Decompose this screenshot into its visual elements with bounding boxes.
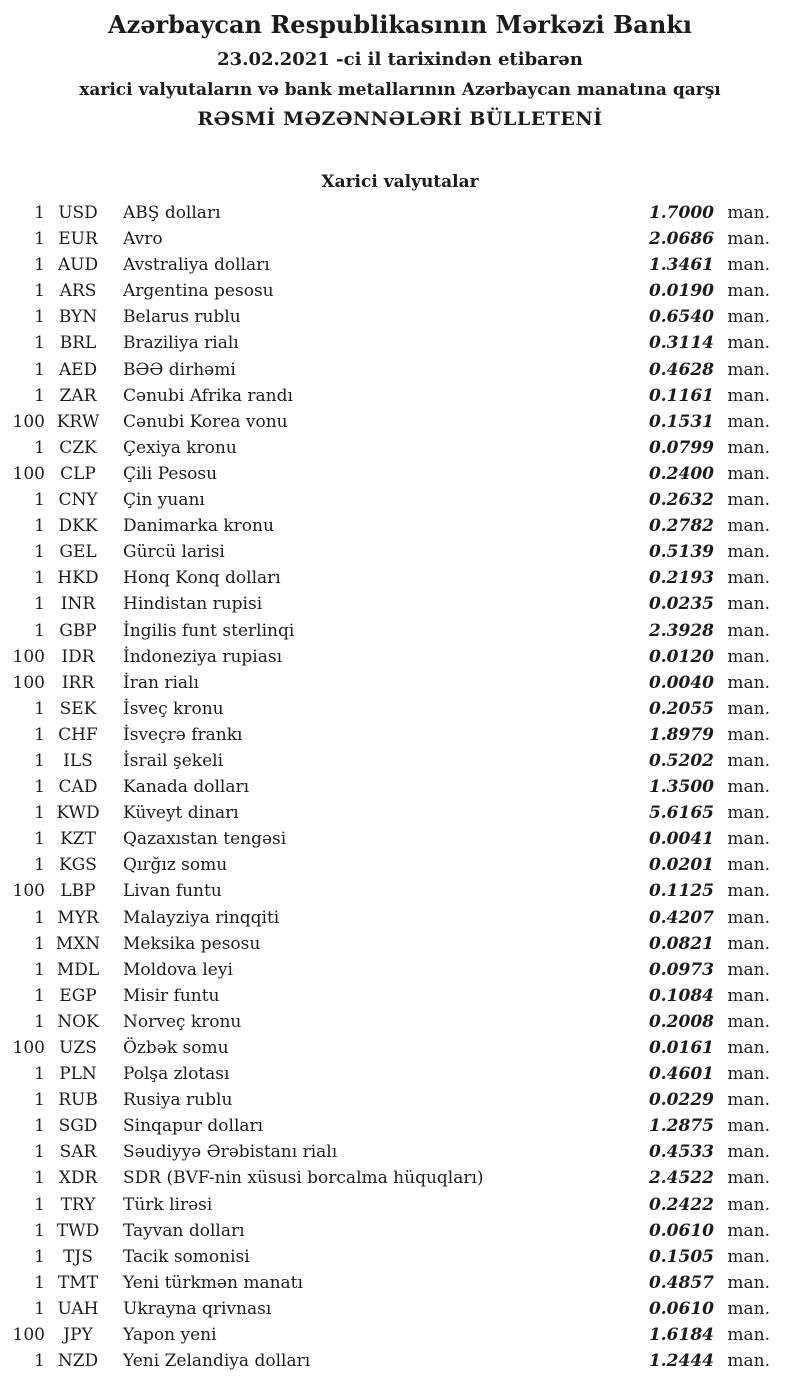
currency-quantity: 1 xyxy=(34,516,45,537)
currency-unit-label: man. xyxy=(727,803,770,824)
currency-unit-label: man. xyxy=(727,1325,770,1346)
currency-unit-label: man. xyxy=(727,959,770,980)
currency-rate: 0.4207 xyxy=(648,907,714,928)
currency-unit-label: man. xyxy=(727,1351,770,1372)
currency-row xyxy=(0,670,770,696)
currency-code: ILS xyxy=(63,750,93,771)
currency-name: Braziliya rialı xyxy=(123,333,239,354)
currency-row xyxy=(0,722,770,748)
currency-unit-label: man. xyxy=(727,463,770,484)
currency-code: UAH xyxy=(57,1298,99,1319)
currency-row xyxy=(0,774,770,800)
currency-name: İsrail şekeli xyxy=(123,750,223,771)
currency-row xyxy=(0,1035,770,1061)
currency-quantity: 1 xyxy=(34,959,45,980)
currency-name: Yapon yeni xyxy=(123,1325,217,1346)
currency-rate: 1.2875 xyxy=(648,1116,714,1137)
bank-name-title: Azərbaycan Respublikasının Mərkəzi Bankı xyxy=(107,10,693,39)
currency-row xyxy=(0,357,770,383)
currency-rate: 0.1084 xyxy=(648,985,714,1006)
currency-rate: 0.1531 xyxy=(648,411,714,432)
currency-row xyxy=(0,252,770,278)
currency-rate: 1.3461 xyxy=(648,255,714,276)
currency-rate: 1.7000 xyxy=(648,203,714,223)
currency-row xyxy=(0,1348,770,1374)
currency-quantity: 1 xyxy=(34,829,45,850)
currency-quantity: 1 xyxy=(34,1011,45,1032)
currency-name: Belarus rublu xyxy=(123,307,241,328)
currency-quantity: 1 xyxy=(34,1116,45,1137)
currency-rate: 2.3928 xyxy=(648,620,714,641)
currency-code: EGP xyxy=(59,985,97,1006)
currency-row xyxy=(0,383,770,409)
currency-quantity: 1 xyxy=(34,933,45,954)
currency-name: Danimarka kronu xyxy=(123,516,274,537)
currency-code: USD xyxy=(58,203,98,223)
currency-name: Türk lirəsi xyxy=(123,1194,213,1215)
currency-name: Meksika pesosu xyxy=(123,933,261,954)
currency-code: NOK xyxy=(57,1011,99,1032)
currency-rate: 0.0610 xyxy=(648,1298,714,1319)
currency-row xyxy=(0,826,770,852)
currency-quantity: 100 xyxy=(12,1325,45,1346)
currency-rate: 2.4522 xyxy=(648,1168,714,1189)
currency-row xyxy=(0,1322,770,1348)
currency-unit-label: man. xyxy=(727,281,770,302)
currency-rate: 0.2400 xyxy=(648,463,714,484)
currency-unit-label: man. xyxy=(727,594,770,615)
currency-quantity: 1 xyxy=(34,359,45,380)
currency-code: LBP xyxy=(60,881,96,902)
currency-quantity: 100 xyxy=(12,646,45,667)
currency-code: INR xyxy=(60,594,96,615)
currency-code: MYR xyxy=(57,907,99,928)
currency-quantity: 100 xyxy=(12,1038,45,1058)
currency-row xyxy=(0,200,770,226)
currency-name: Yeni türkmən manatı xyxy=(123,1272,303,1293)
currency-unit-label: man. xyxy=(727,829,770,850)
currency-rate: 0.2632 xyxy=(648,490,714,511)
currency-name: Avstraliya dolları xyxy=(123,255,270,276)
rates-table xyxy=(0,200,800,1374)
currency-quantity: 1 xyxy=(34,568,45,589)
currency-unit-label: man. xyxy=(727,698,770,719)
currency-code: CNY xyxy=(58,490,98,511)
currency-row xyxy=(0,1244,770,1270)
currency-unit-label: man. xyxy=(727,620,770,641)
currency-unit-label: man. xyxy=(727,1220,770,1241)
currency-quantity: 1 xyxy=(34,1090,45,1111)
currency-row xyxy=(0,644,770,670)
currency-rate: 0.1125 xyxy=(648,881,714,902)
currency-unit-label: man. xyxy=(727,855,770,876)
currency-code: UZS xyxy=(59,1038,97,1058)
currency-row xyxy=(0,1192,770,1218)
currency-code: GEL xyxy=(59,542,97,563)
currency-row xyxy=(0,1270,770,1296)
currency-unit-label: man. xyxy=(727,411,770,432)
currency-quantity: 1 xyxy=(34,1064,45,1085)
currency-quantity: 1 xyxy=(34,698,45,719)
currency-quantity: 1 xyxy=(34,203,45,223)
currency-rate: 1.6184 xyxy=(648,1325,714,1346)
currency-row xyxy=(0,696,770,722)
currency-name: Malayziya rinqqiti xyxy=(123,907,280,928)
currency-name: Polşa zlotası xyxy=(123,1064,230,1085)
currency-row xyxy=(0,513,770,539)
currency-quantity: 1 xyxy=(34,855,45,876)
currency-name: Tayvan dolları xyxy=(123,1220,245,1241)
currency-unit-label: man. xyxy=(727,1168,770,1189)
currency-rate: 0.0973 xyxy=(648,959,714,980)
currency-name: Kanada dolları xyxy=(123,777,250,798)
currency-rate: 0.4601 xyxy=(648,1064,714,1085)
currency-quantity: 100 xyxy=(12,672,45,693)
currency-rate: 0.0120 xyxy=(648,646,714,667)
currency-unit-label: man. xyxy=(727,229,770,250)
currency-name: Gürcü larisi xyxy=(123,542,225,563)
currency-rate: 0.5139 xyxy=(648,542,714,563)
currency-name: Rusiya rublu xyxy=(123,1090,233,1111)
currency-unit-label: man. xyxy=(727,933,770,954)
currency-rate: 0.6540 xyxy=(648,307,714,328)
currency-quantity: 1 xyxy=(34,307,45,328)
currency-row xyxy=(0,1296,770,1322)
currency-quantity: 1 xyxy=(34,542,45,563)
currency-code: PLN xyxy=(59,1064,97,1085)
currency-rate: 0.2055 xyxy=(648,698,714,719)
currency-name: Ukrayna qrivnası xyxy=(123,1298,272,1319)
currency-unit-label: man. xyxy=(727,672,770,693)
currency-rate: 0.0190 xyxy=(648,281,714,302)
currency-row xyxy=(0,304,770,330)
currency-rate: 0.0040 xyxy=(648,672,714,693)
currency-code: RUB xyxy=(58,1090,98,1111)
currency-name: Sinqapur dolları xyxy=(123,1116,264,1137)
currency-name: Qazaxıstan tengəsi xyxy=(123,829,287,850)
currency-code: SEK xyxy=(59,698,97,719)
currency-name: Cənubi Korea vonu xyxy=(123,411,288,432)
currency-row xyxy=(0,618,770,644)
currency-row xyxy=(0,983,770,1009)
currency-name: Moldova leyi xyxy=(123,959,233,980)
currency-rate: 2.0686 xyxy=(648,229,714,250)
currency-unit-label: man. xyxy=(727,385,770,406)
currency-code: XDR xyxy=(58,1168,98,1189)
currency-code: TJS xyxy=(63,1246,93,1267)
currency-quantity: 1 xyxy=(34,620,45,641)
currency-name: İsveç kronu xyxy=(123,698,224,719)
currency-name: Misir funtu xyxy=(123,985,220,1006)
currency-row xyxy=(0,852,770,878)
currency-unit-label: man. xyxy=(727,1142,770,1163)
currency-name: Özbək somu xyxy=(123,1038,229,1058)
currency-quantity: 1 xyxy=(34,229,45,250)
currency-name: Norveç kronu xyxy=(123,1011,242,1032)
currency-row xyxy=(0,226,770,252)
currency-code: KWD xyxy=(56,803,100,824)
currency-quantity: 1 xyxy=(34,1351,45,1372)
currency-unit-label: man. xyxy=(727,724,770,745)
currency-row xyxy=(0,278,770,304)
currency-name: İsveçrə frankı xyxy=(123,724,243,745)
currency-code: CZK xyxy=(59,437,97,458)
currency-code: SGD xyxy=(58,1116,98,1137)
currency-row xyxy=(0,1087,770,1113)
currency-quantity: 1 xyxy=(34,281,45,302)
currency-quantity: 1 xyxy=(34,1272,45,1293)
bulletin-title: RƏSMİ MƏZƏNNƏLƏRİ BÜLLETENİ xyxy=(197,108,603,130)
currency-rate: 0.0041 xyxy=(648,829,714,850)
currency-name: Çili Pesosu xyxy=(123,463,218,484)
currency-row xyxy=(0,330,770,356)
currency-rate: 0.2008 xyxy=(648,1011,714,1032)
currency-row xyxy=(0,591,770,617)
currency-name: Səudiyyə Ərəbistanı rialı xyxy=(123,1142,338,1163)
currency-quantity: 1 xyxy=(34,333,45,354)
currency-rate: 0.0610 xyxy=(648,1220,714,1241)
currency-code: MDL xyxy=(56,959,100,980)
currency-row xyxy=(0,539,770,565)
currency-rate: 0.0229 xyxy=(648,1090,714,1111)
currency-quantity: 1 xyxy=(34,1298,45,1319)
currency-quantity: 1 xyxy=(34,1246,45,1267)
currency-code: SAR xyxy=(59,1142,97,1163)
currency-name: ABŞ dolları xyxy=(123,203,221,223)
currency-rate: 0.0821 xyxy=(648,933,714,954)
currency-unit-label: man. xyxy=(727,1298,770,1319)
currency-quantity: 1 xyxy=(34,1220,45,1241)
section-title-foreign-currencies: Xarici valyutalar xyxy=(321,172,479,192)
currency-name: Yeni Zelandiya dolları xyxy=(123,1351,311,1372)
currency-row xyxy=(0,1113,770,1139)
currency-code: IRR xyxy=(61,672,95,693)
currency-unit-label: man. xyxy=(727,1246,770,1267)
currency-rate: 0.1505 xyxy=(648,1246,714,1267)
currency-code: ARS xyxy=(59,281,97,302)
currency-code: ZAR xyxy=(59,385,97,406)
currency-code: TMT xyxy=(57,1272,99,1293)
currency-unit-label: man. xyxy=(727,881,770,902)
bulletin-header xyxy=(0,10,800,131)
currency-code: DKK xyxy=(58,516,98,537)
currency-rate: 1.8979 xyxy=(648,724,714,745)
scope-line: xarici valyutaların və bank metallarının Azərbaycan manatına qarşı xyxy=(79,80,721,100)
currency-row xyxy=(0,878,770,904)
currency-quantity: 1 xyxy=(34,1142,45,1163)
currency-quantity: 100 xyxy=(12,411,45,432)
currency-unit-label: man. xyxy=(727,307,770,328)
currency-code: TRY xyxy=(60,1194,96,1215)
currency-quantity: 1 xyxy=(34,1168,45,1189)
currency-code: CAD xyxy=(58,777,98,798)
currency-name: Qırğız somu xyxy=(123,855,228,876)
currency-row xyxy=(0,565,770,591)
currency-code: EUR xyxy=(58,229,98,250)
currency-code: JPY xyxy=(63,1325,93,1346)
currency-quantity: 1 xyxy=(34,750,45,771)
currency-row xyxy=(0,800,770,826)
currency-name: Argentina pesosu xyxy=(123,281,274,302)
currency-rate: 0.3114 xyxy=(648,333,714,354)
currency-code: GBP xyxy=(59,620,97,641)
currency-quantity: 1 xyxy=(34,777,45,798)
currency-name: Avro xyxy=(123,229,163,250)
currency-quantity: 1 xyxy=(34,724,45,745)
currency-name: Küveyt dinarı xyxy=(123,803,239,824)
currency-unit-label: man. xyxy=(727,255,770,276)
currency-code: KZT xyxy=(60,829,96,850)
currency-row xyxy=(0,931,770,957)
currency-code: CLP xyxy=(60,463,96,484)
currency-name: Livan funtu xyxy=(123,881,222,902)
currency-rate: 0.4533 xyxy=(648,1142,714,1163)
currency-code: MXN xyxy=(55,933,101,954)
currency-unit-label: man. xyxy=(727,490,770,511)
currency-name: SDR (BVF-nin xüsusi borcalma hüquqları) xyxy=(123,1168,484,1189)
currency-rate: 5.6165 xyxy=(648,803,714,824)
currency-name: BƏƏ dirhəmi xyxy=(123,359,236,380)
currency-quantity: 1 xyxy=(34,255,45,276)
currency-code: CHF xyxy=(58,724,98,745)
currency-quantity: 1 xyxy=(34,907,45,928)
currency-name: İran rialı xyxy=(123,672,199,693)
effective-date-line: 23.02.2021 -ci il tarixindən etibarən xyxy=(217,49,583,70)
currency-quantity: 100 xyxy=(12,463,45,484)
currency-row xyxy=(0,1009,770,1035)
currency-rate: 0.2193 xyxy=(648,568,714,589)
currency-rate: 0.0201 xyxy=(648,855,714,876)
currency-row xyxy=(0,435,770,461)
currency-name: Çin yuanı xyxy=(123,490,205,511)
currency-code: AED xyxy=(58,359,98,380)
currency-row xyxy=(0,1165,770,1191)
currency-row xyxy=(0,905,770,931)
currency-code: IDR xyxy=(61,646,95,667)
currency-quantity: 1 xyxy=(34,490,45,511)
currency-code: KGS xyxy=(59,855,97,876)
currency-name: Tacik somonisi xyxy=(123,1246,250,1267)
currency-rate: 1.3500 xyxy=(648,777,714,798)
currency-unit-label: man. xyxy=(727,985,770,1006)
currency-unit-label: man. xyxy=(727,333,770,354)
currency-rate: 0.0799 xyxy=(648,437,714,458)
currency-name: Honq Konq dolları xyxy=(123,568,281,589)
currency-rate: 0.1161 xyxy=(648,385,714,406)
currency-quantity: 100 xyxy=(12,881,45,902)
currency-rate: 1.2444 xyxy=(648,1351,714,1372)
currency-unit-label: man. xyxy=(727,1116,770,1137)
currency-unit-label: man. xyxy=(727,542,770,563)
currency-name: Hindistan rupisi xyxy=(123,594,263,615)
currency-code: KRW xyxy=(56,411,100,432)
currency-unit-label: man. xyxy=(727,359,770,380)
currency-unit-label: man. xyxy=(727,568,770,589)
currency-row xyxy=(0,957,770,983)
currency-code: AUD xyxy=(57,255,99,276)
currency-unit-label: man. xyxy=(727,437,770,458)
currency-rate: 0.0235 xyxy=(648,594,714,615)
currency-code: HKD xyxy=(57,568,99,589)
currency-rate: 0.0161 xyxy=(648,1038,714,1058)
currency-row xyxy=(0,1061,770,1087)
currency-rate: 0.4857 xyxy=(648,1272,714,1293)
currency-row xyxy=(0,748,770,774)
currency-row xyxy=(0,1139,770,1165)
currency-quantity: 1 xyxy=(34,1194,45,1215)
currency-quantity: 1 xyxy=(34,594,45,615)
currency-rate: 0.4628 xyxy=(648,359,714,380)
currency-name: Cənubi Afrika randı xyxy=(123,385,293,406)
currency-name: Çexiya kronu xyxy=(123,437,237,458)
currency-unit-label: man. xyxy=(727,1194,770,1215)
currency-rate: 0.2782 xyxy=(648,516,714,537)
currency-row xyxy=(0,1218,770,1244)
currency-unit-label: man. xyxy=(727,203,770,223)
currency-code: BYN xyxy=(58,307,98,328)
currency-row xyxy=(0,409,770,435)
currency-quantity: 1 xyxy=(34,985,45,1006)
currency-row xyxy=(0,487,770,513)
currency-unit-label: man. xyxy=(727,1064,770,1085)
currency-unit-label: man. xyxy=(727,777,770,798)
currency-code: TWD xyxy=(56,1220,100,1241)
currency-unit-label: man. xyxy=(727,750,770,771)
currency-unit-label: man. xyxy=(727,907,770,928)
currency-unit-label: man. xyxy=(727,1038,770,1058)
currency-row xyxy=(0,461,770,487)
currency-code: BRL xyxy=(59,333,97,354)
currency-rate: 0.5202 xyxy=(648,750,714,771)
currency-unit-label: man. xyxy=(727,646,770,667)
currency-rate: 0.2422 xyxy=(648,1194,714,1215)
currency-unit-label: man. xyxy=(727,1090,770,1111)
currency-name: İndoneziya rupiası xyxy=(123,646,283,667)
currency-code: NZD xyxy=(57,1351,99,1372)
currency-unit-label: man. xyxy=(727,1272,770,1293)
currency-quantity: 1 xyxy=(34,437,45,458)
currency-unit-label: man. xyxy=(727,516,770,537)
currency-name: İngilis funt sterlinqi xyxy=(123,620,295,641)
currency-quantity: 1 xyxy=(34,385,45,406)
currency-quantity: 1 xyxy=(34,803,45,824)
currency-unit-label: man. xyxy=(727,1011,770,1032)
